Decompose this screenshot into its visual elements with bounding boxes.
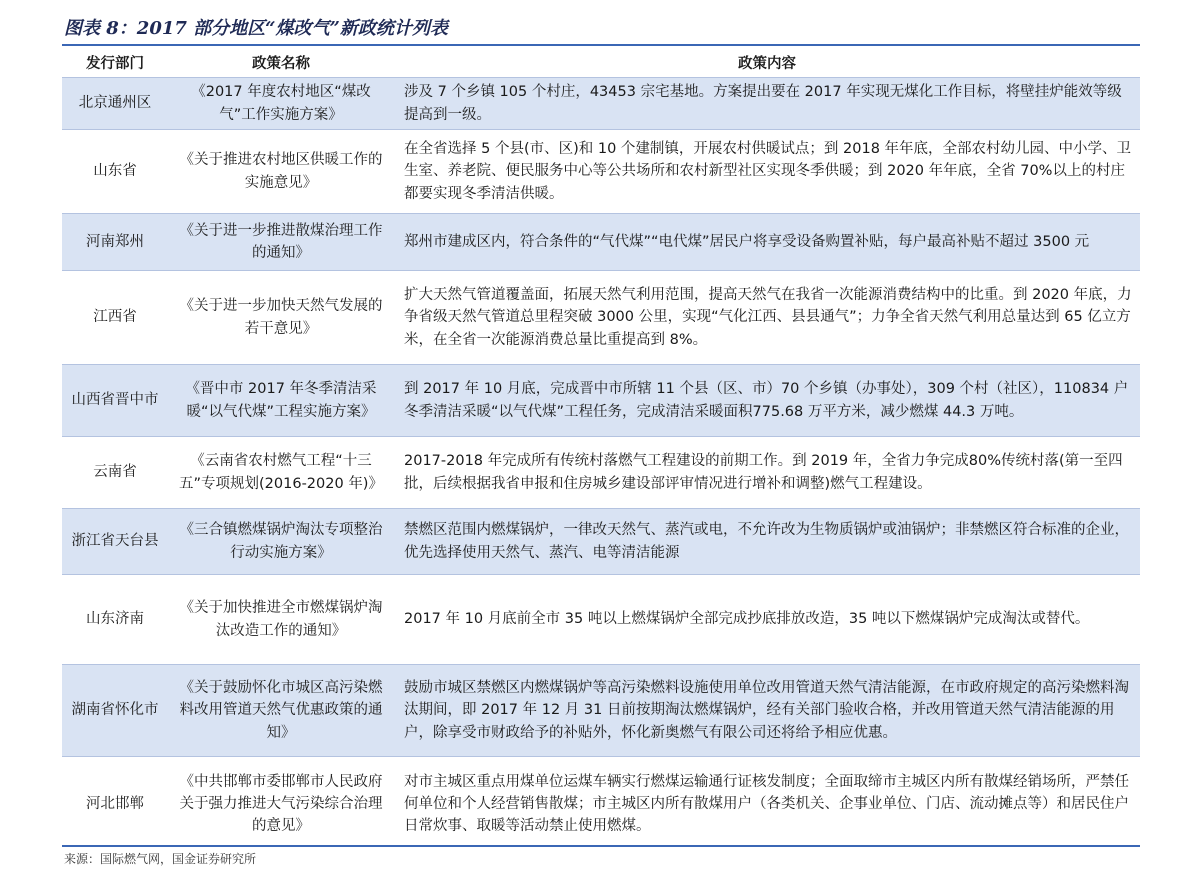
- table-row: [62, 130, 1140, 214]
- cell-dept: 山东省: [62, 130, 168, 214]
- cell-content: 对市主城区重点用煤单位运煤车辆实行燃煤运输通行证核发制度；全面取缔市主城区内所有散煤经销场所，严禁任何单位和个人经营销售散煤；市主城区内所有散煤用户（各类机关、企事业单位、门店、流动摊点等）和居民住户日常炊事、取暖等活动禁止使用燃煤。: [394, 757, 1140, 852]
- cell-content: 扩大天然气管道覆盖面，拓展天然气利用范围，提高天然气在我省一次能源消费结构中的比重。到 2020 年底，力争省级天然气管道总里程突破 3000 公里，实现“气化江西、县县通气”；力争全省天然气利用总量达到 65 亿立方米，在全省一次能源消费总量比重提高到 8%。: [394, 271, 1140, 365]
- table-header-row: [62, 52, 1140, 78]
- cell-content: 禁燃区范围内燃煤锅炉，一律改天然气、蒸汽或电，不允许改为生物质锅炉或油锅炉；非禁燃区符合标准的企业，优先选择使用天然气、蒸汽、电等清洁能源: [394, 509, 1140, 575]
- cell-content: 到 2017 年 10 月底，完成晋中市所辖 11 个县（区、市）70 个乡镇（办事处），309 个村（社区），110834 户冬季清洁采暖“以气代煤”工程任务，完成清洁采暖面积775.68 万平方米，减少燃煤 44.3 万吨。: [394, 365, 1140, 437]
- table-row: [62, 665, 1140, 757]
- cell-dept: 北京通州区: [62, 78, 168, 130]
- cell-dept: 山西省晋中市: [62, 365, 168, 437]
- table-row: [62, 78, 1140, 130]
- top-rule: [62, 44, 1140, 46]
- cell-content: 在全省选择 5 个县(市、区)和 10 个建制镇，开展农村供暖试点；到 2018 年年底，全部农村幼儿园、中小学、卫生室、养老院、便民服务中心等公共场所和农村新型社区实现冬季供暖；到 2020 年年底，全省 70%以上的村庄都要实现冬季清洁供暖。: [394, 130, 1140, 214]
- cell-name: 《云南省农村燃气工程“十三五”专项规划(2016-2020 年)》: [168, 437, 394, 509]
- table-row: [62, 437, 1140, 509]
- bottom-rule: [62, 845, 1140, 847]
- cell-dept: 湖南省怀化市: [62, 665, 168, 757]
- cell-dept: 山东济南: [62, 575, 168, 665]
- header-content: 政策内容: [738, 55, 796, 73]
- table-row: [62, 271, 1140, 365]
- cell-name: 《三合镇燃煤锅炉淘汰专项整治行动实施方案》: [168, 509, 394, 575]
- cell-name: 《关于鼓励怀化市城区高污染燃料改用管道天然气优惠政策的通知》: [168, 665, 394, 757]
- table-row: [62, 757, 1140, 852]
- header-name: 政策名称: [252, 55, 310, 73]
- table-row: [62, 214, 1140, 271]
- table-row: [62, 365, 1140, 437]
- cell-name: 《关于推进农村地区供暖工作的实施意见》: [168, 130, 394, 214]
- cell-content: 涉及 7 个乡镇 105 个村庄，43453 宗宅基地。方案提出要在 2017 年实现无煤化工作目标，将壁挂炉能效等级提高到一级。: [394, 78, 1140, 130]
- cell-name: 《关于加快推进全市燃煤锅炉淘汰改造工作的通知》: [168, 575, 394, 665]
- cell-dept: 浙江省天台县: [62, 509, 168, 575]
- cell-dept: 河南郑州: [62, 214, 168, 271]
- cell-name: 《关于进一步加快天然气发展的若干意见》: [168, 271, 394, 365]
- cell-dept: 江西省: [62, 271, 168, 365]
- cell-content: 鼓励市城区禁燃区内燃煤锅炉等高污染燃料设施使用单位改用管道天然气清洁能源，在市政府规定的高污染燃料淘汰期间，即 2017 年 12 月 31 日前按期淘汰燃煤锅炉，经有关部门验收合格，并改用管道天然气清洁能源的用户，除享受市财政给予的补贴外，怀化新奥燃气有限公司还将给予相应优惠。: [394, 665, 1140, 757]
- header-dept: 发行部门: [86, 55, 144, 73]
- policy-table: [62, 52, 1140, 852]
- cell-name: 《2017 年度农村地区“煤改气”工作实施方案》: [168, 78, 394, 130]
- cell-dept: 云南省: [62, 437, 168, 509]
- cell-dept: 河北邯郸: [62, 757, 168, 852]
- source-note: 来源：国际燃气网，国金证券研究所: [64, 852, 257, 866]
- table-row: [62, 509, 1140, 575]
- cell-content: 郑州市建成区内，符合条件的“气代煤”“电代煤”居民户将享受设备购置补贴，每户最高补贴不超过 3500 元: [394, 214, 1140, 271]
- cell-name: 《晋中市 2017 年冬季清洁采暖“以气代煤”工程实施方案》: [168, 365, 394, 437]
- figure-title: 图表 8：2017 部分地区“煤改气”新政统计列表: [64, 18, 448, 39]
- table-row: [62, 575, 1140, 665]
- cell-name: 《关于进一步推进散煤治理工作的通知》: [168, 214, 394, 271]
- cell-content: 2017-2018 年完成所有传统村落燃气工程建设的前期工作。到 2019 年，全省力争完成80%传统村落(第一至四批，后续根据我省申报和住房城乡建设部评审情况进行增补和调整)燃气工程建设。: [394, 437, 1140, 509]
- cell-content: 2017 年 10 月底前全市 35 吨以上燃煤锅炉全部完成抄底排放改造，35 吨以下燃煤锅炉完成淘汰或替代。: [394, 575, 1140, 665]
- cell-name: 《中共邯郸市委邯郸市人民政府关于强力推进大气污染综合治理的意见》: [168, 757, 394, 852]
